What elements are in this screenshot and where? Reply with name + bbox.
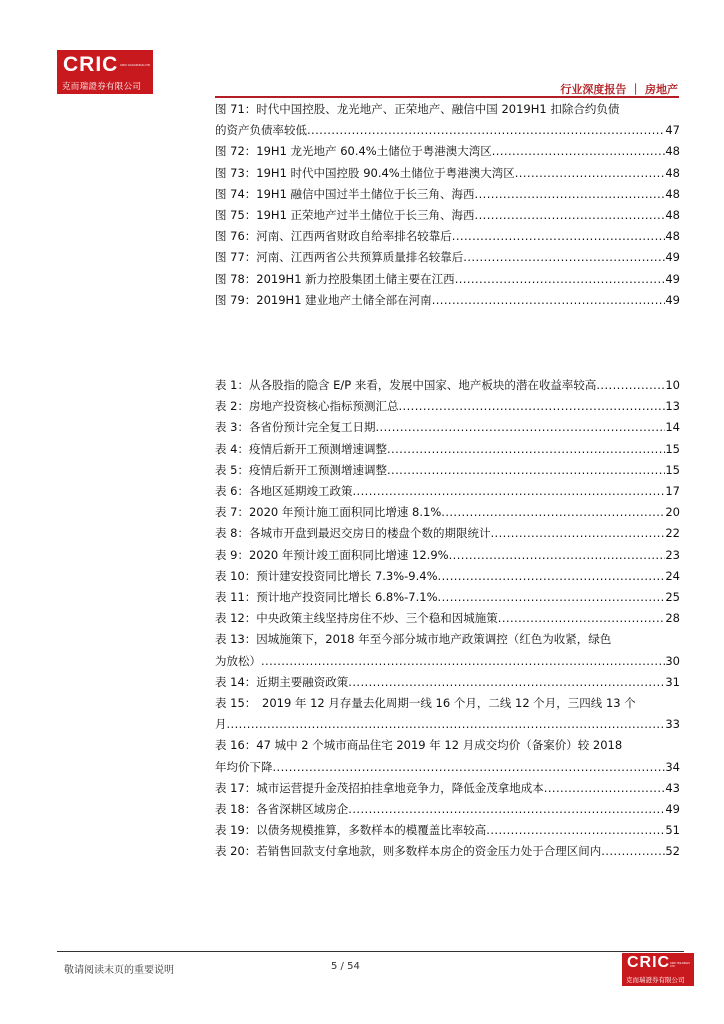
toc-entry-line bbox=[215, 184, 680, 205]
toc-entry[interactable] bbox=[215, 778, 680, 799]
toc-page-number: 15 bbox=[665, 462, 680, 477]
toc-leader-dots bbox=[387, 439, 665, 460]
toc-entry-text: 表 18：各省深耕区域房企 bbox=[215, 802, 349, 816]
toc-entry-line bbox=[215, 163, 680, 184]
toc-page-number: 49 bbox=[665, 292, 680, 307]
page-number: 5 / 54 bbox=[331, 961, 360, 972]
toc-entry-text: 表 19：以债务规模推算，多数样本的模覆盖比率较高 bbox=[215, 823, 487, 838]
toc-entry-line bbox=[215, 523, 680, 544]
toc-entry[interactable] bbox=[215, 375, 680, 396]
toc-leader-dots bbox=[498, 608, 666, 629]
toc-page-number: 34 bbox=[665, 759, 680, 774]
toc-leader-dots bbox=[601, 841, 665, 862]
footer-divider bbox=[57, 951, 684, 952]
toc-leader-dots bbox=[348, 672, 665, 693]
toc-entry[interactable] bbox=[215, 799, 680, 820]
toc-entry[interactable] bbox=[215, 735, 680, 777]
toc-entry[interactable] bbox=[215, 184, 680, 205]
toc-page-number: 49 bbox=[665, 802, 680, 816]
toc-entry-text: 表 16：47 城中 2 个城市商品住宅 2019 年 12 月成交均价（备案价）较 2018 bbox=[215, 738, 623, 753]
toc-leader-dots bbox=[463, 247, 665, 268]
toc-entry-text: 表 5：疫情后新开工预测增速调整 bbox=[215, 462, 387, 477]
toc-page-number: 22 bbox=[665, 526, 680, 541]
toc-leader-dots bbox=[352, 481, 665, 502]
toc-entry-text: 表 2：房地产投资核心指标预测汇总 bbox=[215, 399, 399, 414]
toc-entry[interactable] bbox=[215, 439, 680, 460]
toc-page-number: 24 bbox=[665, 568, 680, 583]
toc-entry[interactable] bbox=[215, 269, 680, 290]
toc-entry-line bbox=[215, 247, 680, 268]
toc-entry-text: 表 4：疫情后新开工预测增速调整 bbox=[215, 441, 387, 456]
toc-page-number: 48 bbox=[665, 165, 680, 180]
toc-leader-dots bbox=[455, 269, 666, 290]
toc-leader-dots bbox=[438, 566, 666, 587]
toc-leader-dots bbox=[475, 184, 666, 205]
toc-page-number: 51 bbox=[665, 823, 680, 838]
toc-entry[interactable] bbox=[215, 672, 680, 693]
toc-leader-dots bbox=[492, 141, 666, 162]
toc-entry[interactable] bbox=[215, 693, 680, 735]
toc-entry[interactable] bbox=[215, 502, 680, 523]
toc-entry[interactable] bbox=[215, 247, 680, 268]
toc-entry-line bbox=[215, 587, 680, 608]
cric-logo bbox=[57, 50, 153, 94]
toc-entry-text: 表 20：若销售回款支付拿地款，则多数样本房企的资金压力处于合理区间内 bbox=[215, 844, 602, 859]
toc-entry-line bbox=[215, 205, 680, 226]
toc-entry[interactable] bbox=[215, 99, 680, 141]
toc-entry-line bbox=[215, 396, 680, 417]
toc-leader-dots bbox=[387, 460, 665, 481]
logo-small-text: CRIC HOLDINGS LTD bbox=[670, 962, 690, 968]
toc-page-number: 17 bbox=[665, 484, 680, 498]
report-category: 行业深度报告 ｜ 房地产 bbox=[560, 83, 678, 96]
toc-entry-line bbox=[215, 799, 680, 820]
toc-leader-dots bbox=[449, 545, 666, 566]
toc-entry-line bbox=[215, 226, 680, 247]
toc-leader-dots bbox=[515, 163, 666, 184]
toc-entry-line bbox=[215, 778, 680, 799]
toc-entry-text: 表 10：预计建安投资同比增长 7.3%-9.4% bbox=[215, 568, 438, 583]
toc-page-number: 47 bbox=[665, 123, 680, 138]
toc-entry-text: 表 12：中央政策主线坚持房住不炒、三个稳和因城施策 bbox=[215, 611, 498, 626]
toc-entry-text: 月 bbox=[215, 717, 227, 732]
toc-entry-line bbox=[215, 141, 680, 162]
toc-entry-text: 图 75：19H1 正荣地产过半土储位于长三角、海西 bbox=[215, 208, 475, 222]
toc-entry-line bbox=[215, 417, 680, 438]
toc-entry[interactable] bbox=[215, 396, 680, 417]
logo-text: CRIC bbox=[627, 954, 671, 971]
toc-page-number: 49 bbox=[665, 271, 680, 286]
toc-leader-dots bbox=[348, 799, 665, 820]
toc-page-number: 23 bbox=[665, 547, 680, 562]
toc-page-number: 49 bbox=[665, 250, 680, 265]
toc-entry[interactable] bbox=[215, 841, 680, 862]
toc-page-number: 48 bbox=[665, 186, 680, 201]
toc-page-number: 15 bbox=[665, 441, 680, 456]
toc-entry-text: 为放松） bbox=[215, 653, 261, 668]
toc-page-number: 43 bbox=[665, 780, 680, 795]
toc-entry-text: 图 76：河南、江西两省财政自给率排名较靠后 bbox=[215, 229, 452, 244]
toc-entry[interactable] bbox=[215, 417, 680, 438]
toc-leader-dots bbox=[486, 820, 665, 841]
toc-page-number: 14 bbox=[665, 420, 680, 435]
toc-entry-line bbox=[215, 269, 680, 290]
toc-leader-dots bbox=[596, 375, 665, 396]
toc-leader-dots bbox=[438, 587, 666, 608]
toc-entry-line bbox=[215, 757, 680, 778]
toc-leader-dots bbox=[475, 205, 666, 226]
toc-entry-line bbox=[215, 375, 680, 396]
toc-page-number: 48 bbox=[665, 144, 680, 159]
toc-entry-line bbox=[215, 608, 680, 629]
toc-entry[interactable] bbox=[215, 587, 680, 608]
toc-leader-dots bbox=[452, 226, 666, 247]
toc-entry[interactable] bbox=[215, 820, 680, 841]
logo-company: 克而瑞證券有限公司 bbox=[62, 82, 142, 92]
toc-leader-dots bbox=[398, 396, 665, 417]
toc-entry-text: 图 78：2019H1 新力控股集团土储主要在江西 bbox=[215, 271, 455, 286]
toc-entry[interactable] bbox=[215, 226, 680, 247]
toc-entry-line bbox=[215, 120, 680, 141]
toc-entry-line bbox=[215, 439, 680, 460]
toc-page-number: 52 bbox=[665, 844, 680, 859]
toc-leader-dots bbox=[227, 714, 666, 735]
toc-entry-text: 图 73：19H1 时代中国控股 90.4%土储位于粤港澳大湾区 bbox=[215, 165, 515, 180]
toc-entry-text: 图 71：时代中国控股、龙光地产、正荣地产、融信中国 2019H1 扣除合约负债 bbox=[215, 102, 620, 116]
toc-page-number: 28 bbox=[665, 611, 680, 626]
toc-entry-text: 图 77：河南、江西两省公共预算质量排名较靠后 bbox=[215, 250, 464, 265]
toc-entry-text: 图 79：2019H1 建业地产土储全部在河南 bbox=[215, 292, 432, 307]
toc-entry[interactable] bbox=[215, 163, 680, 184]
toc-entry-text: 表 14：近期主要融资政策 bbox=[215, 674, 349, 689]
toc-entry[interactable] bbox=[215, 545, 680, 566]
toc-page-number: 31 bbox=[665, 674, 680, 689]
toc-entry-line bbox=[215, 714, 680, 735]
logo-text: CRIC bbox=[63, 53, 119, 76]
toc-entry-text: 年均价下降 bbox=[215, 759, 273, 774]
toc-entry-text: 表 8：各城市开盘到最迟交房日的楼盘个数的期限统计 bbox=[215, 526, 491, 541]
toc-entry-line bbox=[215, 672, 680, 693]
toc-page-number: 48 bbox=[665, 208, 680, 222]
toc-entry[interactable] bbox=[215, 205, 680, 226]
toc-entry-text: 表 15： 2019 年 12 月存量去化周期一线 16 个月，二线 12 个月，三四线 13 个 bbox=[215, 696, 636, 710]
toc-entry-text: 表 1：从各股指的隐含 E/P 来看，发展中国家、地产板块的潜在收益率较高 bbox=[215, 378, 597, 392]
toc-entry[interactable] bbox=[215, 290, 680, 311]
toc-entry-text: 表 6：各地区延期竣工政策 bbox=[215, 484, 353, 498]
footer-disclaimer: 敬请阅读末页的重要说明 bbox=[64, 965, 174, 976]
toc-entry[interactable] bbox=[215, 608, 680, 629]
toc-page-number: 20 bbox=[665, 505, 680, 520]
toc-entry-line bbox=[215, 502, 680, 523]
toc-entry-text: 的资产负债率较低 bbox=[215, 123, 307, 138]
header-divider bbox=[215, 96, 679, 98]
toc-entry[interactable] bbox=[215, 460, 680, 481]
toc-entry-line bbox=[215, 290, 680, 311]
toc-entry-line bbox=[215, 460, 680, 481]
toc-entry-text: 图 74：19H1 融信中国过半土储位于长三角、海西 bbox=[215, 186, 475, 201]
toc-entry-text: 表 7：2020 年预计施工面积同比增速 8.1% bbox=[215, 505, 442, 520]
toc-leader-dots bbox=[441, 502, 665, 523]
toc-entry-line bbox=[215, 566, 680, 587]
logo-small-text: CRIC HOLDINGS LTD bbox=[120, 63, 151, 67]
toc-entry[interactable] bbox=[215, 141, 680, 162]
toc-page-number: 10 bbox=[665, 378, 680, 392]
toc-entry-text: 表 11：预计地产投资同比增长 6.8%-7.1% bbox=[215, 590, 438, 604]
toc-entry-text: 表 9：2020 年预计竣工面积同比增速 12.9% bbox=[215, 547, 449, 562]
toc-leader-dots bbox=[273, 757, 666, 778]
toc-entry-text: 表 17：城市运营提升金茂招拍挂拿地竞争力，降低金茂拿地成本 bbox=[215, 780, 544, 795]
toc-leader-dots bbox=[261, 651, 665, 672]
toc-leader-dots bbox=[490, 523, 665, 544]
toc-leader-dots bbox=[544, 778, 666, 799]
toc-entry-line bbox=[215, 841, 680, 862]
toc-entry-line bbox=[215, 820, 680, 841]
toc-leader-dots bbox=[307, 120, 665, 141]
toc-entry[interactable] bbox=[215, 481, 680, 502]
toc-entry-text: 图 72：19H1 龙光地产 60.4%土储位于粤港澳大湾区 bbox=[215, 144, 492, 159]
logo-company: 克而瑞證券有限公司 bbox=[626, 976, 685, 984]
toc-page-number: 33 bbox=[665, 717, 680, 732]
toc-entry-line bbox=[215, 545, 680, 566]
toc-entry-line bbox=[215, 481, 680, 502]
toc-leader-dots bbox=[432, 290, 666, 311]
cric-logo-footer bbox=[622, 953, 694, 986]
toc-entry[interactable] bbox=[215, 523, 680, 544]
toc-entry-text: 表 13：因城施策下，2018 年至今部分城市地产政策调控（红色为收紧，绿色 bbox=[215, 632, 612, 647]
toc-page-number: 30 bbox=[665, 653, 680, 668]
toc-entry[interactable] bbox=[215, 629, 680, 671]
toc-entry[interactable] bbox=[215, 566, 680, 587]
toc-page-number: 13 bbox=[665, 399, 680, 414]
toc-entry-text: 表 3：各省份预计完全复工日期 bbox=[215, 420, 376, 435]
toc-page-number: 25 bbox=[665, 590, 680, 604]
toc-page-number: 48 bbox=[665, 229, 680, 244]
toc-entry-line bbox=[215, 651, 680, 672]
toc-leader-dots bbox=[375, 417, 665, 438]
